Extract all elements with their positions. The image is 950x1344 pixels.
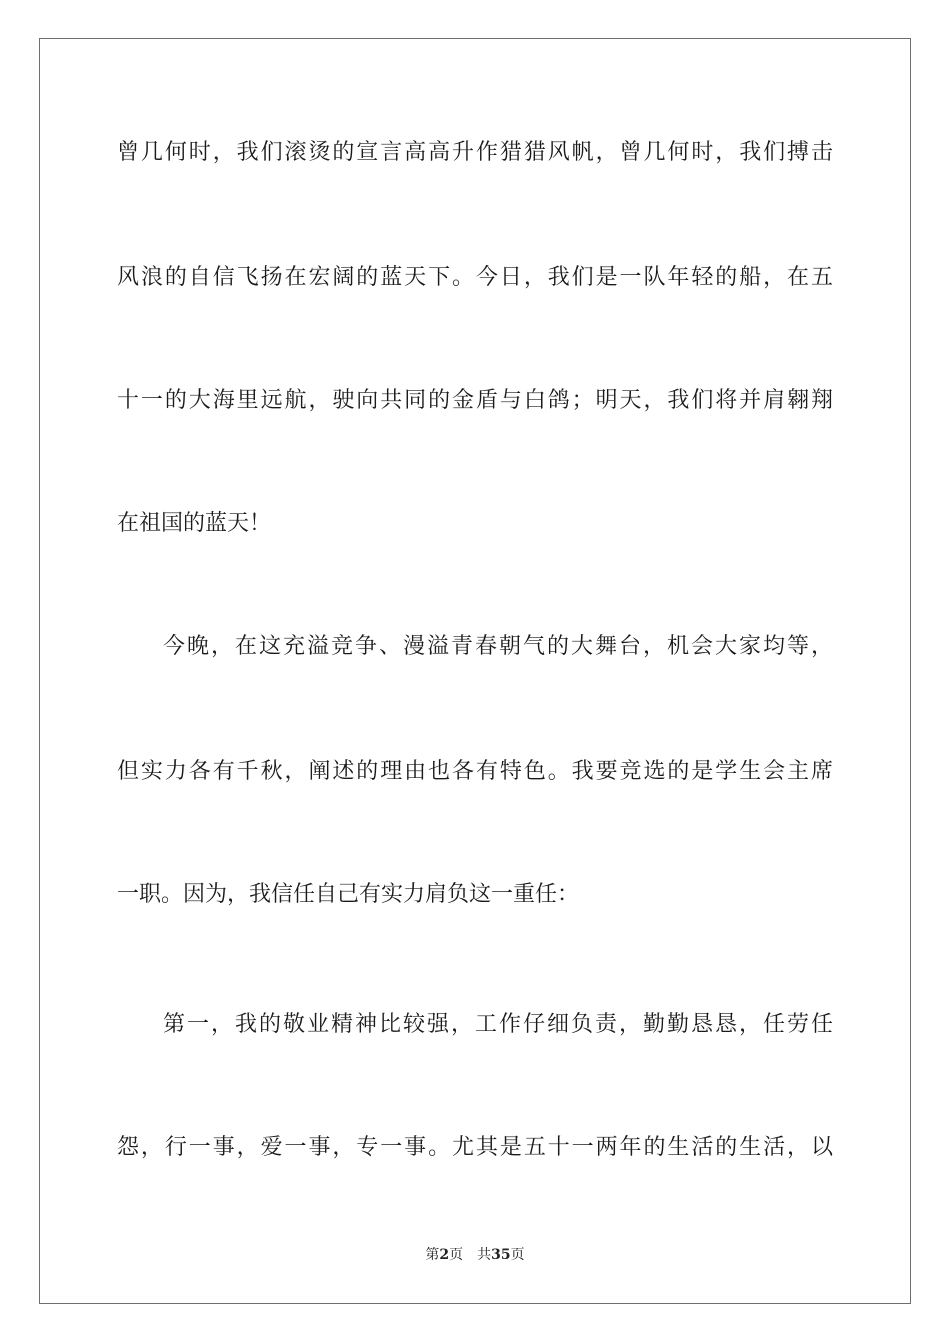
footer-page-suffix: 页	[449, 1247, 464, 1263]
paragraph-2-line-2: 但实力各有千秋，阐述的理由也各有特色。我要竞选的是学生会主席	[117, 759, 833, 784]
paragraph-3-line-1: 第一，我的敬业精神比较强，工作仔细负责，勤勤恳恳，任劳任	[163, 1012, 833, 1037]
page-footer	[0, 1245, 950, 1265]
paragraph-3-line-2: 怨，行一事，爱一事，专一事。尤其是五十一两年的生活的生活，以	[117, 1135, 833, 1160]
page-border	[39, 38, 911, 1304]
paragraph-1-line-4: 在祖国的蓝天！	[117, 511, 272, 536]
footer-total-suffix: 页	[510, 1247, 525, 1263]
footer-page-number: 2	[439, 1247, 450, 1263]
paragraph-1-line-2: 风浪的自信飞扬在宏阔的蓝天下。今日，我们是一队年轻的船，在五	[117, 265, 833, 290]
footer-page-prefix: 第	[425, 1247, 440, 1263]
paragraph-1-line-3: 十一的大海里远航，驶向共同的金盾与白鸽；明天，我们将并肩翱翔	[117, 388, 833, 413]
paragraph-2-line-3: 一职。因为，我信任自己有实力肩负这一重任：	[117, 882, 580, 907]
paragraph-1-line-1: 曾几何时，我们滚烫的宣言高高升作猎猎风帆，曾几何时，我们搏击	[117, 140, 833, 165]
footer-total-pages: 35	[491, 1247, 511, 1263]
footer-total-prefix: 共	[477, 1247, 492, 1263]
paragraph-2-line-1: 今晚，在这充溢竞争、漫溢青春朝气的大舞台，机会大家均等，	[163, 634, 833, 659]
